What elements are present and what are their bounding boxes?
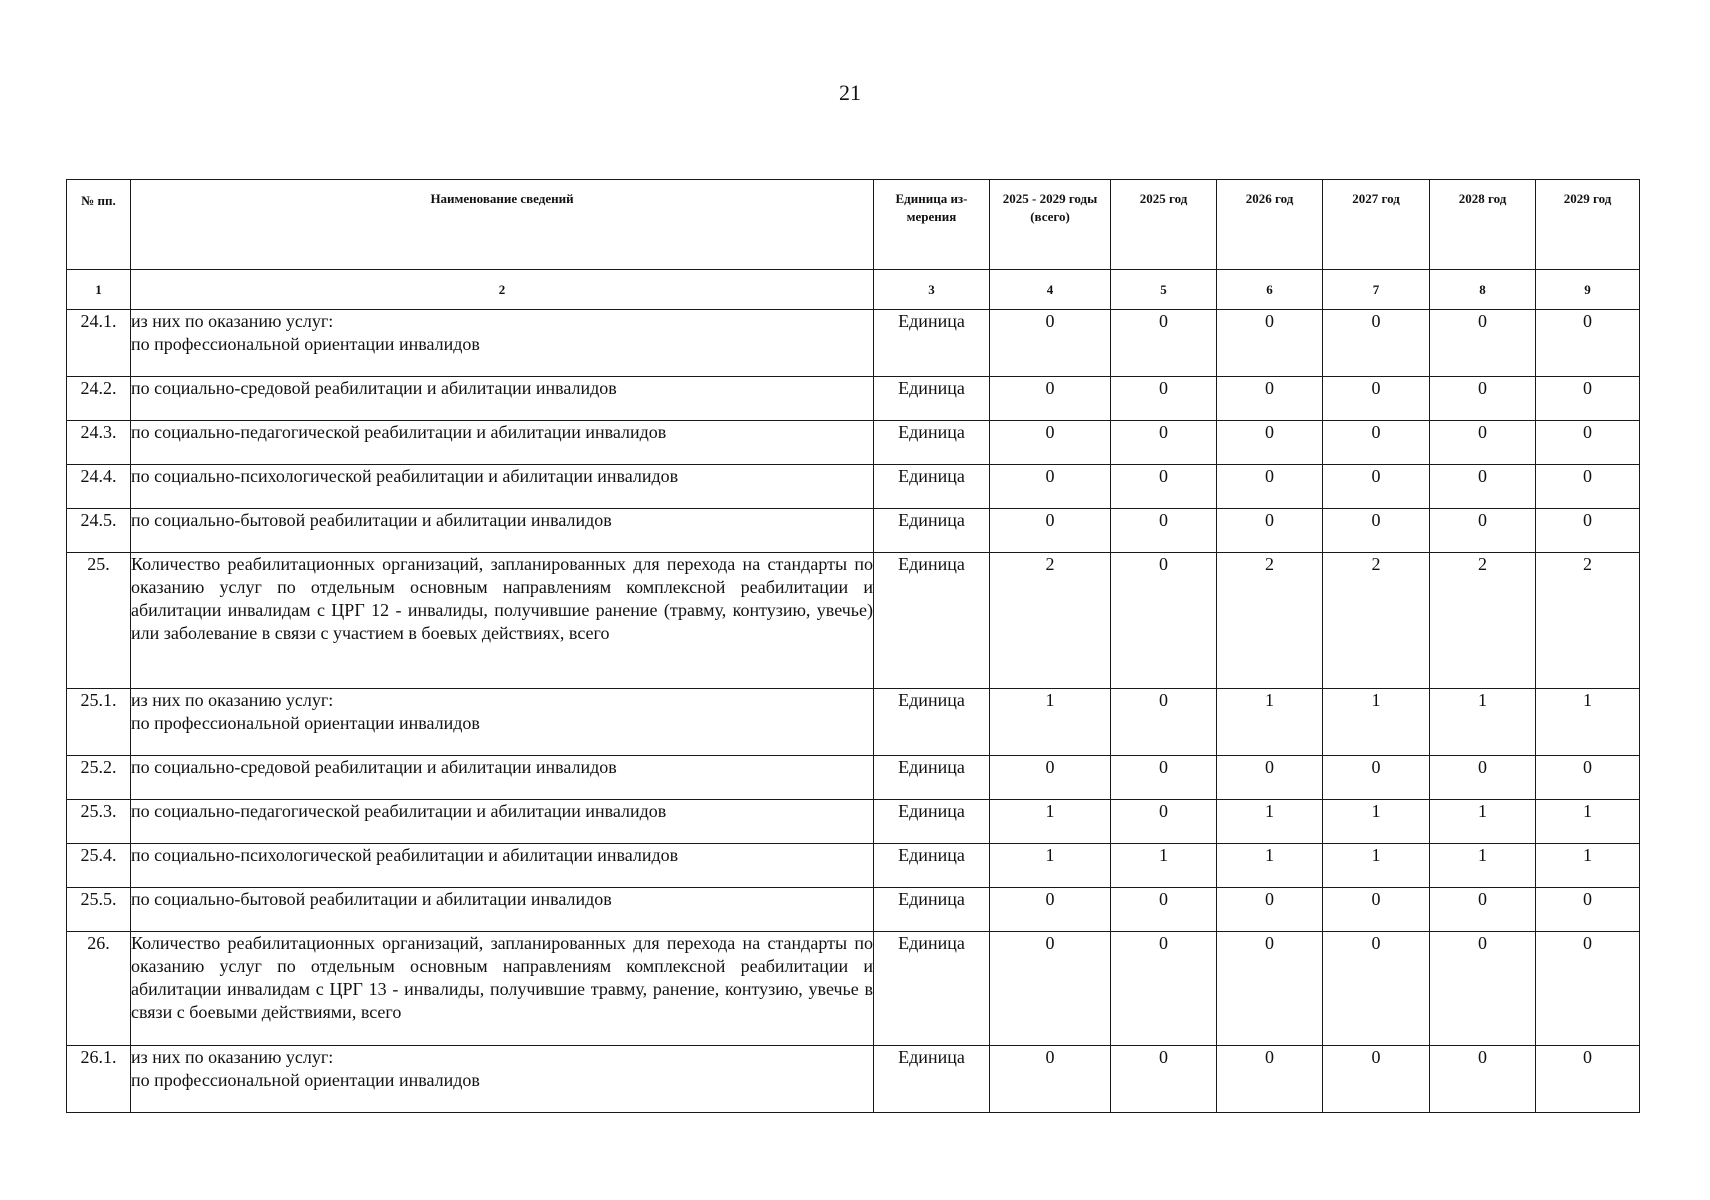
header-cell-unit: Единица из-мерения [874,180,990,270]
indicators-table [66,179,1640,1113]
value-2027: 0 [1323,888,1430,932]
indicator-name [131,310,874,377]
value-2029: 0 [1536,1046,1640,1113]
header-cell-2027: 2027 год [1323,180,1430,270]
value-2027: 0 [1323,756,1430,800]
value-2029: 0 [1536,421,1640,465]
indicator-name-line: по социально-психологической реабилитации и абилитации инвалидов [131,845,679,865]
row-number: 25.5. [67,888,131,932]
value-total: 0 [990,888,1111,932]
value-2028: 1 [1430,689,1536,756]
indicator-name [131,756,874,800]
table-row [67,756,1640,800]
indicator-name-line: из них по оказанию услуг: [131,311,334,331]
row-number: 25. [67,553,131,689]
indicator-name-line: по социально-бытовой реабилитации и абилитации инвалидов [131,889,612,909]
value-2027: 0 [1323,932,1430,1046]
unit-cell: Единица [874,465,990,509]
value-2025: 1 [1111,844,1217,888]
header-cell-2028: 2028 год [1430,180,1536,270]
value-total: 1 [990,689,1111,756]
value-2026: 0 [1217,932,1323,1046]
column-number: 8 [1430,270,1536,310]
value-total: 1 [990,800,1111,844]
indicator-name-line: по социально-педагогической реабилитации и абилитации инвалидов [131,801,667,821]
value-2029: 0 [1536,888,1640,932]
header-cell-2029: 2029 год [1536,180,1640,270]
unit-cell: Единица [874,800,990,844]
value-2025: 0 [1111,509,1217,553]
header-cell-total: 2025 - 2029 годы (всего) [990,180,1111,270]
value-2029: 0 [1536,377,1640,421]
value-2029: 0 [1536,756,1640,800]
value-2025: 0 [1111,888,1217,932]
row-number: 24.2. [67,377,131,421]
indicator-name-line: по социально-педагогической реабилитации и абилитации инвалидов [131,422,667,442]
value-2027: 0 [1323,310,1430,377]
indicator-name-line: по социально-средовой реабилитации и абилитации инвалидов [131,378,617,398]
value-2025: 0 [1111,553,1217,689]
unit-cell: Единица [874,844,990,888]
value-total: 1 [990,844,1111,888]
indicator-name-line: по профессиональной ориентации инвалидов [131,713,480,733]
value-2026: 0 [1217,310,1323,377]
column-number: 5 [1111,270,1217,310]
value-2029: 0 [1536,509,1640,553]
indicator-name: Количество реабилитационных организаций, запланированных для перехода на стандарты по оказанию услуг по отдельным основным направлениям комплексной реабилитации и абилитации инвалидам с ЦРГ 12 - инвалиды, получившие ранение (травму, контузию, увечье) или заболевание в связи с участием в боевых действиях, всего [131,553,874,689]
indicator-name [131,509,874,553]
indicator-name-line: по социально-средовой реабилитации и абилитации инвалидов [131,757,617,777]
value-2025: 0 [1111,377,1217,421]
table-body [67,310,1640,1113]
unit-cell: Единица [874,553,990,689]
indicator-name-line: по социально-психологической реабилитации и абилитации инвалидов [131,466,679,486]
value-2026: 0 [1217,465,1323,509]
value-total: 0 [990,421,1111,465]
column-number: 7 [1323,270,1430,310]
value-2029: 1 [1536,689,1640,756]
value-2029: 0 [1536,310,1640,377]
indicator-name [131,689,874,756]
header-cell-number: № пп. [67,180,131,270]
table-row [67,844,1640,888]
value-2025: 0 [1111,800,1217,844]
row-number: 24.4. [67,465,131,509]
indicator-name [131,1046,874,1113]
value-2027: 1 [1323,689,1430,756]
value-2025: 0 [1111,465,1217,509]
indicator-name [131,377,874,421]
value-2026: 0 [1217,756,1323,800]
value-2028: 0 [1430,465,1536,509]
value-2026: 1 [1217,689,1323,756]
table-row [67,509,1640,553]
value-2027: 0 [1323,421,1430,465]
table-row [67,932,1640,1046]
table-row [67,888,1640,932]
value-2027: 0 [1323,509,1430,553]
value-total: 0 [990,932,1111,1046]
value-2025: 0 [1111,1046,1217,1113]
header-cell-name: Наименование сведений [131,180,874,270]
value-2026: 0 [1217,509,1323,553]
row-number: 25.3. [67,800,131,844]
row-number: 25.4. [67,844,131,888]
value-total: 0 [990,1046,1111,1113]
value-2029: 0 [1536,465,1640,509]
value-2028: 0 [1430,932,1536,1046]
table-row [67,1046,1640,1113]
value-2027: 1 [1323,844,1430,888]
value-total: 0 [990,310,1111,377]
value-2026: 0 [1217,888,1323,932]
value-2025: 0 [1111,932,1217,1046]
value-2028: 1 [1430,844,1536,888]
row-number: 24.1. [67,310,131,377]
value-2028: 1 [1430,800,1536,844]
table-row [67,465,1640,509]
indicator-name-line: по профессиональной ориентации инвалидов [131,1070,480,1090]
header-cell-2026: 2026 год [1217,180,1323,270]
value-total: 0 [990,756,1111,800]
value-2026: 2 [1217,553,1323,689]
row-number: 24.3. [67,421,131,465]
value-2029: 2 [1536,553,1640,689]
value-2028: 0 [1430,310,1536,377]
value-2026: 0 [1217,421,1323,465]
value-2029: 0 [1536,932,1640,1046]
value-2025: 0 [1111,756,1217,800]
value-total: 0 [990,509,1111,553]
indicator-name [131,888,874,932]
indicator-name [131,800,874,844]
indicator-name-line: по социально-бытовой реабилитации и абилитации инвалидов [131,510,612,530]
table-row [67,553,1640,689]
value-2025: 0 [1111,689,1217,756]
value-2028: 0 [1430,509,1536,553]
row-number: 26. [67,932,131,1046]
unit-cell: Единица [874,888,990,932]
unit-cell: Единица [874,932,990,1046]
column-number: 3 [874,270,990,310]
indicator-name-line: из них по оказанию услуг: [131,690,334,710]
table-row [67,310,1640,377]
value-2028: 0 [1430,756,1536,800]
unit-cell: Единица [874,509,990,553]
value-2025: 0 [1111,310,1217,377]
column-number: 2 [131,270,874,310]
value-2027: 0 [1323,377,1430,421]
value-2028: 0 [1430,421,1536,465]
column-number-row [67,270,1640,310]
value-2028: 0 [1430,1046,1536,1113]
value-2025: 0 [1111,421,1217,465]
value-total: 2 [990,553,1111,689]
value-2028: 0 [1430,888,1536,932]
unit-cell: Единица [874,1046,990,1113]
indicator-name [131,844,874,888]
indicator-name-line: из них по оказанию услуг: [131,1047,334,1067]
row-number: 25.1. [67,689,131,756]
value-2027: 1 [1323,800,1430,844]
value-2026: 0 [1217,1046,1323,1113]
indicator-name [131,421,874,465]
table-row [67,421,1640,465]
unit-cell: Единица [874,756,990,800]
unit-cell: Единица [874,377,990,421]
value-2027: 0 [1323,465,1430,509]
value-2028: 0 [1430,377,1536,421]
indicator-name: Количество реабилитационных организаций, запланированных для перехода на стандарты по оказанию услуг по отдельным основным направлениям комплексной реабилитации и абилитации инвалидам с ЦРГ 13 - инвалиды, получившие травму, ранение, контузию, увечье в связи с боевыми действиями, всего [131,932,874,1046]
unit-cell: Единица [874,421,990,465]
value-2029: 1 [1536,800,1640,844]
table-row [67,689,1640,756]
unit-cell: Единица [874,310,990,377]
page-number: 21 [839,80,861,105]
column-number: 6 [1217,270,1323,310]
row-number: 25.2. [67,756,131,800]
column-number: 9 [1536,270,1640,310]
column-number: 1 [67,270,131,310]
row-number: 26.1. [67,1046,131,1113]
value-2026: 1 [1217,800,1323,844]
value-2026: 0 [1217,377,1323,421]
header-row [67,180,1640,270]
value-total: 0 [990,465,1111,509]
indicator-name-line: по профессиональной ориентации инвалидов [131,334,480,354]
value-2029: 1 [1536,844,1640,888]
table-row [67,800,1640,844]
indicator-name [131,465,874,509]
table-row [67,377,1640,421]
value-total: 0 [990,377,1111,421]
value-2028: 2 [1430,553,1536,689]
value-2027: 0 [1323,1046,1430,1113]
row-number: 24.5. [67,509,131,553]
value-2026: 1 [1217,844,1323,888]
header-cell-2025: 2025 год [1111,180,1217,270]
column-number: 4 [990,270,1111,310]
unit-cell: Единица [874,689,990,756]
value-2027: 2 [1323,553,1430,689]
